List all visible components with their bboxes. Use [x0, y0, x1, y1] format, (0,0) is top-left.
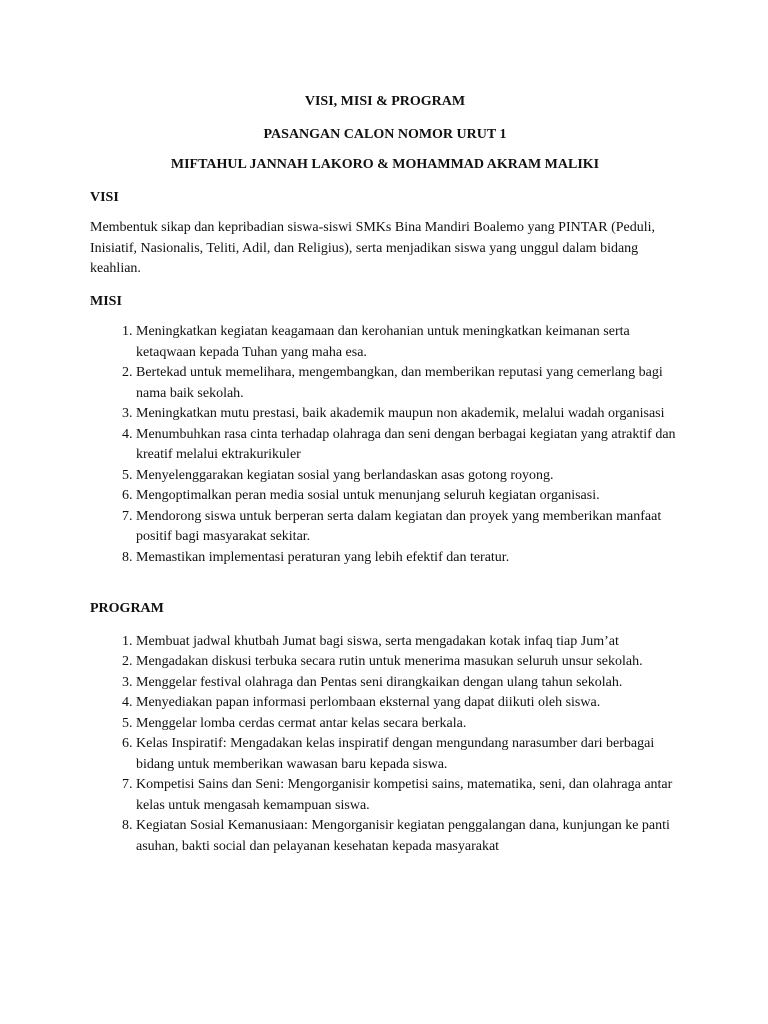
- misi-item: 3. Meningkatkan mutu prestasi, baik akademik maupun non akademik, melalui wadah organisasi: [136, 404, 680, 425]
- program-item: 5. Menggelar lomba cerdas cermat antar kelas secara berkala.: [136, 714, 680, 735]
- misi-item: 7. Mendorong siswa untuk berperan serta dalam kegiatan dan proyek yang memberikan manfaat positif bagi masyarakat sekitar.: [136, 507, 680, 548]
- misi-item: 2. Bertekad untuk memelihara, mengembangkan, dan memberikan reputasi yang cemerlang bagi nama baik sekolah.: [136, 363, 680, 404]
- misi-list: [90, 322, 680, 568]
- visi-heading: VISI: [90, 189, 119, 205]
- program-list: [90, 632, 680, 858]
- program-section: [90, 599, 680, 857]
- program-heading: PROGRAM: [90, 601, 164, 616]
- program-item: 3. Menggelar festival olahraga dan Pentas seni dirangkaikan dengan ulang tahun sekolah.: [136, 673, 680, 694]
- misi-item: 8. Memastikan implementasi peraturan yang lebih efektif dan teratur.: [136, 548, 680, 569]
- misi-item: 4. Menumbuhkan rasa cinta terhadap olahraga dan seni dengan berbagai kegiatan yang atraktif dan kreatif melalui ektrakurikuler: [136, 425, 680, 466]
- misi-item: 5. Menyelenggarakan kegiatan sosial yang berlandaskan asas gotong royong.: [136, 466, 680, 487]
- program-item: 2. Mengadakan diskusi terbuka secara rutin untuk menerima masukan seluruh unsur sekolah.: [136, 652, 680, 673]
- visi-section: [90, 188, 680, 280]
- candidate-names: MIFTAHUL JANNAH LAKORO & MOHAMMAD AKRAM MALIKI: [170, 157, 600, 172]
- misi-heading: MISI: [90, 293, 122, 309]
- misi-item: 6. Mengoptimalkan peran media sosial untuk menunjang seluruh kegiatan organisasi.: [136, 486, 680, 507]
- program-item: 1. Membuat jadwal khutbah Jumat bagi siswa, serta mengadakan kotak infaq tiap Jum’at: [136, 632, 680, 653]
- program-item: 7. Kompetisi Sains dan Seni: Mengorganisir kompetisi sains, matematika, seni, dan olahraga antar kelas untuk mengasah kemampuan siswa.: [136, 775, 680, 816]
- document-page: [90, 92, 680, 857]
- program-item: 4. Menyediakan papan informasi perlombaan eksternal yang dapat diikuti oleh siswa.: [136, 693, 680, 714]
- document-title: VISI, MISI & PROGRAM: [304, 94, 466, 109]
- program-item: 8. Kegiatan Sosial Kemanusiaan: Mengorganisir kegiatan penggalangan dana, kunjungan ke panti asuhan, bakti social dan pelayanan kesehatan kepada masyarakat: [136, 816, 680, 857]
- misi-item: 1. Meningkatkan kegiatan keagamaan dan kerohanian untuk meningkatkan keimanan serta ketaqwaan kepada Tuhan yang maha esa.: [136, 322, 680, 363]
- document-subtitle: PASANGAN CALON NOMOR URUT 1: [263, 126, 507, 142]
- program-item: 6. Kelas Inspiratif: Mengadakan kelas inspiratif dengan mengundang narasumber dari berbagai bidang untuk memberikan wawasan baru kepada siswa.: [136, 734, 680, 775]
- visi-text: Membentuk sikap dan kepribadian siswa-siswi SMKs Bina Mandiri Boalemo yang PINTAR (Peduli, Inisiatif, Nasionalis, Teliti, Adil, dan Religius), serta menjadikan siswa yang unggul dalam bidang keahlian.: [90, 220, 656, 276]
- misi-section: [90, 292, 680, 569]
